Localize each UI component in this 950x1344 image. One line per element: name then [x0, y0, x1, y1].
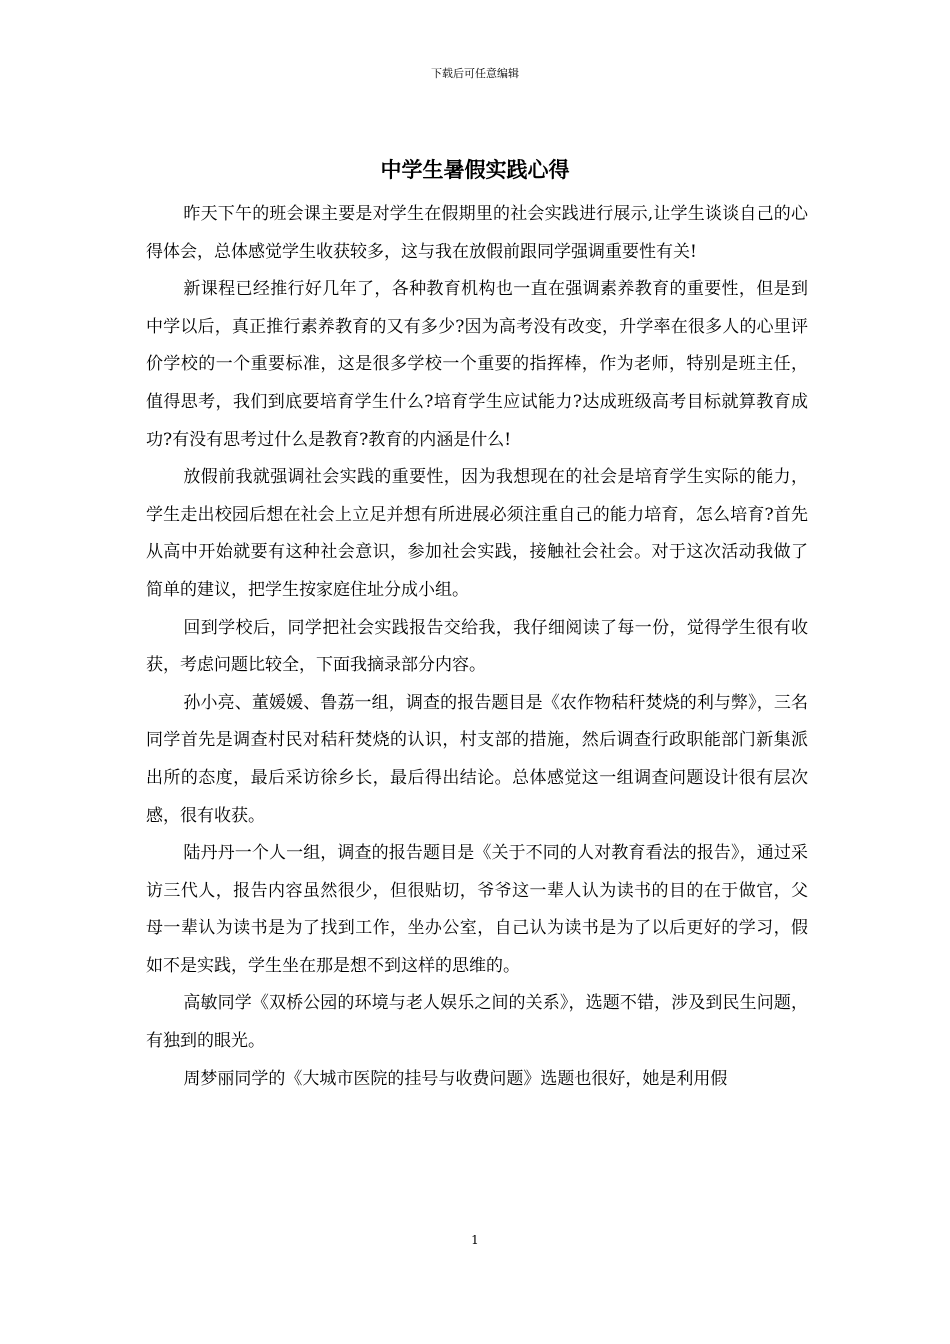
header-note: 下载后可任意编辑 [431, 67, 519, 80]
document-title: 中学生暑假实践心得 [380, 157, 570, 182]
paragraph-6: 陆丹丹一个人一组，调查的报告题目是《关于不同的人对教育看法的报告》，通过采访三代人，报告内容虽然很少，但很贴切，爷爷这一辈人认为读书的目的在于做官，父母一辈认为读书是为了找到工作，坐办公室，自己认为读书是为了以后更好的学习，假如不是实践，学生坐在那是想不到这样的思维的。 [146, 843, 808, 976]
paragraph-4: 回到学校后，同学把社会实践报告交给我，我仔细阅读了每一份，觉得学生很有收获，考虑问题比较全，下面我摘录部分内容。 [146, 617, 808, 676]
paragraph-2: 新课程已经推行好几年了，各种教育机构也一直在强调素养教育的重要性，但是到中学以后，真正推行素养教育的又有多少?因为高考没有改变，升学率在很多人的心里评价学校的一个重要标准，这是很多学校一个重要的指挥棒，作为老师，特别是班主任，值得思考，我们到底要培育学生什么?培育学生应试能力?达成班级高考目标就算教育成功?有没有思考过什么是教育?教育的内涵是什么! [146, 279, 808, 450]
paragraph-7: 高敏同学《双桥公园的环境与老人娱乐之间的关系》，选题不错，涉及到民生问题，有独到的眼光。 [146, 993, 808, 1052]
document-body [146, 196, 808, 1098]
paragraph-3: 放假前我就强调社会实践的重要性，因为我想现在的社会是培育学生实际的能力，学生走出校园后想在社会上立足并想有所进展必须注重自己的能力培育，怎么培育?首先从高中开始就要有这种社会意识，参加社会实践，接触社会社会。对于这次活动我做了简单的建议，把学生按家庭住址分成小组。 [146, 467, 808, 600]
page-number: 1 [471, 1233, 479, 1247]
paragraph-1: 昨天下午的班会课主要是对学生在假期里的社会实践进行展示,让学生谈谈自己的心得体会，总体感觉学生收获较多，这与我在放假前跟同学强调重要性有关! [146, 204, 808, 262]
paragraph-5: 孙小亮、董媛媛、鲁荔一组，调查的报告题目是《农作物秸秆焚烧的利与弊》，三名同学首先是调查村民对秸秆焚烧的认识，村支部的措施，然后调查行政职能部门新集派出所的态度，最后采访徐乡长，最后得出结论。总体感觉这一组调查问题设计很有层次感，很有收获。 [146, 692, 808, 826]
paragraph-8: 周梦丽同学的《大城市医院的挂号与收费问题》选题也很好，她是利用假 [183, 1068, 728, 1089]
